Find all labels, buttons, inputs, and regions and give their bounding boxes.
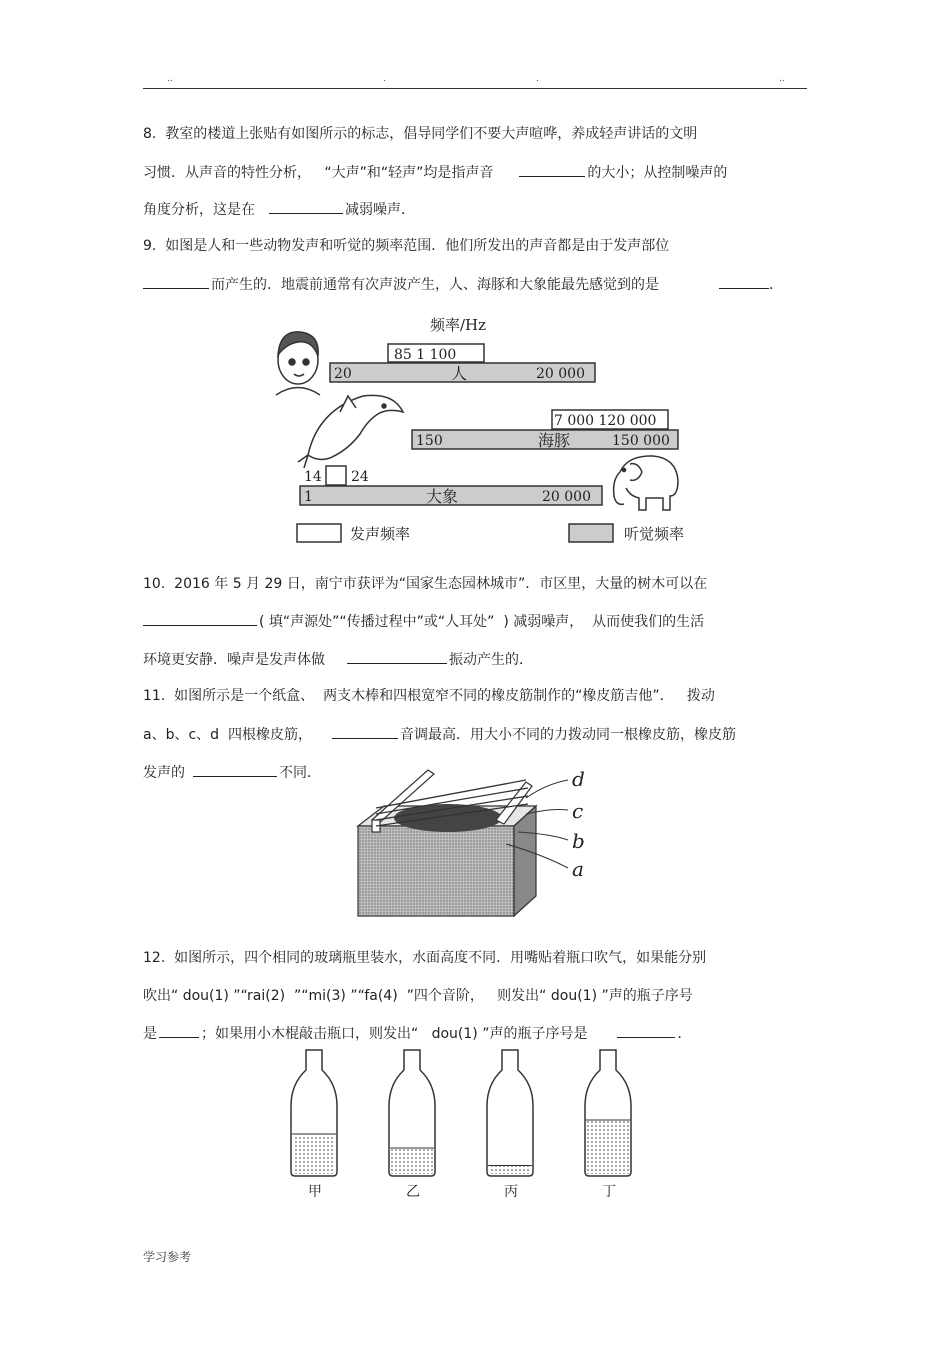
q8-text: 减弱噪声． bbox=[345, 202, 415, 218]
legend-hear-label: 听觉频率 bbox=[624, 525, 685, 543]
q11-text: 发声的 bbox=[143, 765, 185, 781]
dolphin-hear-high: 150 000 bbox=[612, 433, 670, 449]
frequency-figure bbox=[268, 310, 708, 550]
paper-box bbox=[358, 804, 536, 916]
q11-text: 音调最高．用大小不同的力拨动同一根橡皮筋，橡皮筋 bbox=[399, 727, 736, 743]
q12-line3 bbox=[143, 1023, 691, 1044]
q12-text: ；如果用小木棍敲击瓶口，则发出“ dou(1) ”声的瓶子序号是 bbox=[201, 1026, 588, 1042]
q9-text: ． bbox=[769, 277, 783, 293]
q10-line1: 10. 2016 年 5 月 29 日，南宁市获评为“国家生态园林城市”．市区里，大量的树木可以在 bbox=[143, 576, 708, 592]
answer-blank[interactable] bbox=[269, 199, 343, 214]
q8-line1: 8. 教室的楼道上张贴有如图所示的标志，倡导同学们不要大声喧哗，养成轻声讲话的文明 bbox=[143, 126, 698, 142]
elephant-icon bbox=[614, 456, 678, 510]
q8-line3 bbox=[143, 199, 415, 220]
elephant-speak-high: 24 bbox=[351, 469, 369, 485]
answer-blank[interactable] bbox=[143, 611, 257, 626]
water-fill bbox=[587, 1120, 629, 1174]
q11-text: a、b、c、d 四根橡皮筋， bbox=[143, 727, 312, 743]
elephant-speak-bar bbox=[326, 466, 346, 485]
page-footer: 学习参考 bbox=[143, 1250, 192, 1264]
elephant-hear-high: 20 000 bbox=[542, 489, 591, 505]
answer-blank[interactable] bbox=[332, 724, 398, 739]
human-speak-label: 85 1 100 bbox=[394, 347, 457, 363]
elephant-hear-low: 1 bbox=[304, 489, 313, 505]
human-hear-low: 20 bbox=[334, 366, 352, 382]
bottle-label-ding: 丁 bbox=[602, 1184, 616, 1200]
answer-blank[interactable] bbox=[193, 762, 277, 777]
answer-blank[interactable] bbox=[617, 1023, 675, 1038]
legend-speak-swatch bbox=[297, 524, 341, 542]
water-fill bbox=[391, 1148, 433, 1174]
human-icon bbox=[276, 332, 320, 395]
bottle-label-jia: 甲 bbox=[308, 1184, 322, 1200]
q11-line1: 11. 如图所示是一个纸盒、 两支木棒和四根宽窄不同的橡皮筋制作的“橡皮筋吉他”． 拨动 bbox=[143, 688, 715, 704]
page-header bbox=[143, 68, 807, 89]
water-fill bbox=[293, 1134, 335, 1174]
q12-line2: 吹出“ dou(1) ”“rai(2) ”“mi(3) ”“fa(4) ”四个音阶， 则发出“ dou(1) ”声的瓶子序号 bbox=[143, 988, 693, 1004]
q10-text: 环境更安静．噪声是发声体做 bbox=[143, 652, 325, 668]
bottle-label-bing: 丙 bbox=[504, 1184, 518, 1200]
band-label-a: a bbox=[572, 857, 584, 881]
q8-text: 习惯．从声音的特性分析， “大声”和“轻声”均是指声音 bbox=[143, 165, 494, 181]
q10-line3 bbox=[143, 649, 533, 670]
q11-line3 bbox=[143, 762, 321, 783]
q10-line2 bbox=[143, 611, 704, 632]
header-mark: . bbox=[536, 74, 539, 84]
header-mark: .. bbox=[779, 74, 785, 84]
water-fill bbox=[489, 1166, 531, 1175]
header-mark: .. bbox=[167, 74, 173, 84]
q9-line2 bbox=[143, 274, 783, 295]
q9-text: 而产生的．地震前通常有次声波产生，人、海豚和大象能最先感觉到的是 bbox=[211, 277, 659, 293]
band-label-b: b bbox=[572, 829, 585, 853]
q10-text: 振动产生的． bbox=[449, 652, 533, 668]
q8-line2 bbox=[143, 162, 727, 183]
human-hear-high: 20 000 bbox=[536, 366, 585, 382]
answer-blank[interactable] bbox=[143, 274, 209, 289]
q8-text: 角度分析，这是在 bbox=[143, 202, 255, 218]
figure-title: 频率/Hz bbox=[430, 316, 487, 334]
answer-blank[interactable] bbox=[719, 274, 769, 289]
dolphin-name: 海豚 bbox=[538, 431, 571, 450]
elephant-speak-low: 14 bbox=[304, 469, 322, 485]
answer-blank[interactable] bbox=[519, 162, 585, 177]
guitar-figure bbox=[356, 762, 596, 922]
bottles-figure bbox=[282, 1048, 634, 1200]
q11-line2 bbox=[143, 724, 736, 745]
legend-hear-swatch bbox=[569, 524, 613, 542]
band-label-d: d bbox=[572, 767, 585, 791]
q11-text: 不同． bbox=[279, 765, 321, 781]
dolphin-speak-label: 7 000 120 000 bbox=[554, 413, 657, 429]
q12-text: ． bbox=[677, 1026, 692, 1042]
dolphin-icon bbox=[298, 395, 403, 468]
answer-blank[interactable] bbox=[159, 1023, 199, 1038]
header-mark: . bbox=[383, 74, 386, 84]
legend-speak-label: 发声频率 bbox=[350, 525, 411, 543]
q10-text: ( 填“声源处”“传播过程中”或“人耳处” ) 减弱噪声， 从而使我们的生活 bbox=[259, 614, 705, 630]
q12-text: 是 bbox=[143, 1026, 157, 1042]
band-label-c: c bbox=[572, 799, 584, 823]
answer-blank[interactable] bbox=[347, 649, 447, 664]
human-name: 人 bbox=[451, 364, 468, 383]
elephant-name: 大象 bbox=[426, 487, 459, 506]
dolphin-hear-low: 150 bbox=[416, 433, 443, 449]
q8-text: 的大小；从控制噪声的 bbox=[587, 165, 728, 181]
bottle-label-yi: 乙 bbox=[406, 1184, 420, 1200]
q12-line1: 12. 如图所示，四个相同的玻璃瓶里装水，水面高度不同．用嘴贴着瓶口吹气，如果能分别 bbox=[143, 950, 707, 966]
q9-line1: 9. 如图是人和一些动物发声和听觉的频率范围．他们所发出的声音都是由于发声部位 bbox=[143, 238, 670, 254]
